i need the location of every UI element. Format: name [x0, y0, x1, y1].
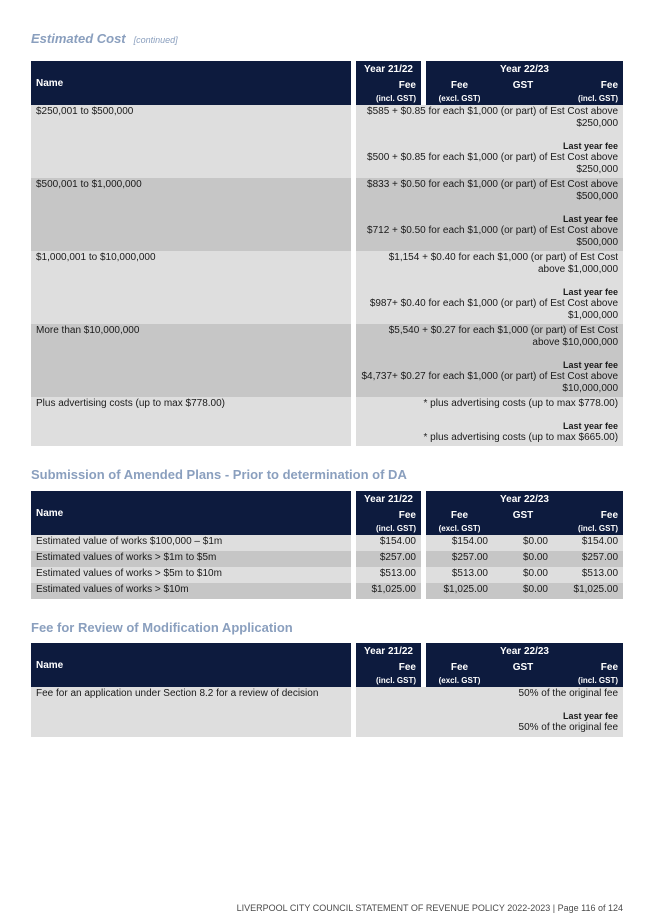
table-row: [31, 324, 623, 397]
header-gst-blank: [493, 522, 553, 535]
row-fee: [351, 251, 623, 324]
header-year-curr: Year 22/23: [421, 491, 623, 508]
last-year-label: Last year fee: [562, 360, 619, 370]
continued-label: [continued]: [133, 35, 178, 45]
table-row: [31, 535, 623, 551]
header-fee-incl: Fee: [553, 78, 623, 92]
header-gst-blank: [493, 92, 553, 105]
row-name: $250,001 to $500,000: [31, 105, 351, 178]
row-name: Fee for an application under Section 8.2 for a review of decision: [31, 687, 351, 737]
fee-gst: $0.00: [493, 567, 553, 583]
section-title-amended-plans: Submission of Amended Plans - Prior to determination of DA: [31, 467, 407, 482]
header-incl-gst: (incl. GST): [553, 522, 623, 535]
row-fee: [351, 397, 623, 446]
last-year-label: Last year fee: [562, 421, 619, 431]
fee-prev: $154.00: [351, 535, 421, 551]
row-fee: [351, 324, 623, 397]
header-incl-gst-prev: (incl. GST): [351, 522, 421, 535]
last-year-fee: $712 + $0.50 for each $1,000 (or part) of Est Cost above $500,000: [367, 225, 619, 248]
header-incl-gst: (incl. GST): [553, 674, 623, 687]
header-excl-gst: (excl. GST): [421, 522, 493, 535]
header-fee-incl: Fee: [553, 508, 623, 522]
row-fee: [351, 105, 623, 178]
last-year-label: Last year fee: [562, 711, 619, 721]
last-year-fee: 50% of the original fee: [518, 722, 619, 733]
header-fee-prev: Fee: [351, 78, 421, 92]
table-row: [31, 567, 623, 583]
header-fee-excl: Fee: [421, 78, 493, 92]
row-name: Estimated values of works > $5m to $10m: [31, 567, 351, 583]
header-name: Name: [31, 643, 351, 687]
amended-plans-table: [31, 491, 623, 599]
row-name: $1,000,001 to $10,000,000: [31, 251, 351, 324]
fee-incl: $257.00: [553, 551, 623, 567]
header-fee-prev: Fee: [351, 660, 421, 674]
header-excl-gst: (excl. GST): [421, 674, 493, 687]
section-title-review-modification: Fee for Review of Modification Application: [31, 620, 293, 635]
fee-excl: $1,025.00: [421, 583, 493, 599]
last-year-label: Last year fee: [562, 214, 619, 224]
section-title-estimated-cost: [31, 31, 178, 46]
estimated-cost-table: [31, 61, 623, 446]
fee-incl: $1,025.00: [553, 583, 623, 599]
header-fee-excl: Fee: [421, 660, 493, 674]
last-year-label: Last year fee: [562, 141, 619, 151]
header-incl-gst-prev: (incl. GST): [351, 674, 421, 687]
table-row: [31, 551, 623, 567]
page-footer: LIVERPOOL CITY COUNCIL STATEMENT OF REVENUE POLICY 2022-2023 | Page 116 of 124: [236, 903, 623, 913]
fee-excl: $513.00: [421, 567, 493, 583]
header-fee-incl: Fee: [553, 660, 623, 674]
table-row: [31, 397, 623, 446]
fee-prev: $257.00: [351, 551, 421, 567]
row-name: Plus advertising costs (up to max $778.00): [31, 397, 351, 446]
row-name: More than $10,000,000: [31, 324, 351, 397]
header-incl-gst-prev: (incl. GST): [351, 92, 421, 105]
table-row: [31, 105, 623, 178]
fee-text: $585 + $0.85 for each $1,000 (or part) of Est Cost above $250,000: [367, 106, 619, 129]
header-year-prev: Year 21/22: [351, 61, 421, 78]
fee-gst: $0.00: [493, 583, 553, 599]
table-row: [31, 687, 623, 737]
header-year-curr: Year 22/23: [421, 61, 623, 78]
table-row: [31, 178, 623, 251]
row-name: Estimated values of works > $1m to $5m: [31, 551, 351, 567]
fee-gst: $0.00: [493, 535, 553, 551]
header-year-curr: Year 22/23: [421, 643, 623, 660]
fee-text: 50% of the original fee: [518, 688, 619, 699]
fee-text: $1,154 + $0.40 for each $1,000 (or part) of Est Cost above $1,000,000: [388, 252, 619, 275]
section-title-text: Estimated Cost: [31, 31, 126, 46]
fee-text: * plus advertising costs (up to max $778.00): [423, 398, 619, 409]
table-row: [31, 251, 623, 324]
fee-excl: $257.00: [421, 551, 493, 567]
header-incl-gst: (incl. GST): [553, 92, 623, 105]
review-modification-table: [31, 643, 623, 737]
fee-incl: $154.00: [553, 535, 623, 551]
header-gst-blank: [493, 674, 553, 687]
header-gst: GST: [493, 660, 553, 674]
fee-gst: $0.00: [493, 551, 553, 567]
header-gst: GST: [493, 508, 553, 522]
last-year-fee: $4,737+ $0.27 for each $1,000 (or part) of Est Cost above $10,000,000: [361, 371, 619, 394]
last-year-label: Last year fee: [562, 287, 619, 297]
last-year-fee: * plus advertising costs (up to max $665.00): [423, 432, 619, 443]
row-name: Estimated values of works > $10m: [31, 583, 351, 599]
header-fee-prev: Fee: [351, 508, 421, 522]
header-year-prev: Year 21/22: [351, 491, 421, 508]
header-fee-excl: Fee: [421, 508, 493, 522]
header-excl-gst: (excl. GST): [421, 92, 493, 105]
fee-text: $833 + $0.50 for each $1,000 (or part) of Est Cost above $500,000: [367, 179, 619, 202]
fee-incl: $513.00: [553, 567, 623, 583]
last-year-fee: $987+ $0.40 for each $1,000 (or part) of Est Cost above $1,000,000: [369, 298, 619, 321]
fee-prev: $513.00: [351, 567, 421, 583]
header-name: Name: [31, 61, 351, 105]
row-fee: [351, 178, 623, 251]
header-name: Name: [31, 491, 351, 535]
fee-excl: $154.00: [421, 535, 493, 551]
row-name: Estimated value of works $100,000 – $1m: [31, 535, 351, 551]
fee-text: $5,540 + $0.27 for each $1,000 (or part) of Est Cost above $10,000,000: [388, 325, 619, 348]
row-fee: [351, 687, 623, 737]
table-row: [31, 583, 623, 599]
header-year-prev: Year 21/22: [351, 643, 421, 660]
row-name: $500,001 to $1,000,000: [31, 178, 351, 251]
last-year-fee: $500 + $0.85 for each $1,000 (or part) of Est Cost above $250,000: [367, 152, 619, 175]
header-gst: GST: [493, 78, 553, 92]
fee-prev: $1,025.00: [351, 583, 421, 599]
